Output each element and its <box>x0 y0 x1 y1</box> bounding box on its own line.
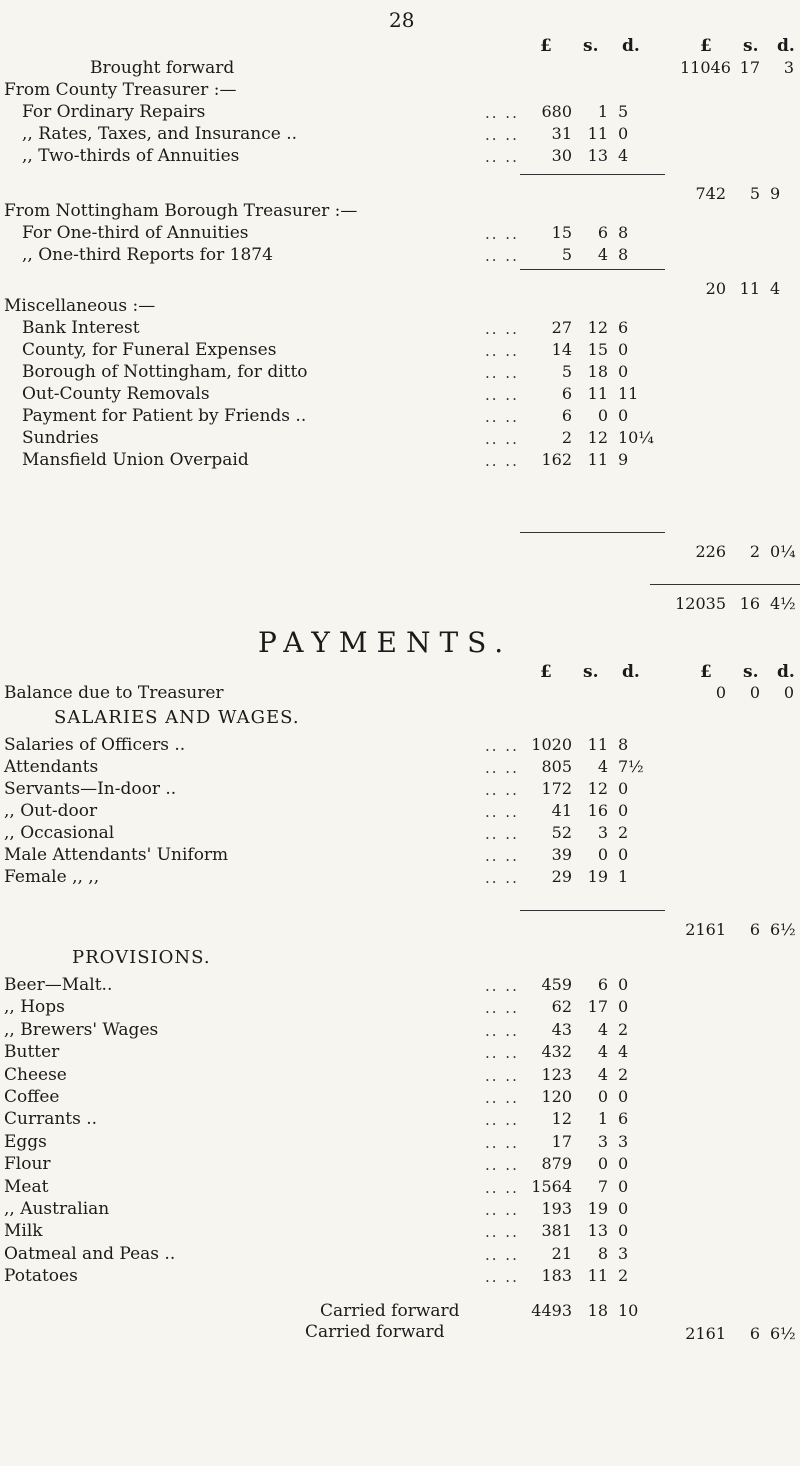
provision-item-leader: .. .. <box>485 1156 519 1175</box>
misc-item-pounds: 6 <box>561 384 572 403</box>
balance-pence: 0 <box>783 683 794 702</box>
provision-item-shillings: 4 <box>597 1064 608 1084</box>
misc-item-pounds: 6 <box>561 406 572 425</box>
misc-item-shillings: 12 <box>587 318 608 337</box>
county-rule <box>520 174 665 175</box>
provision-item-shillings: 4 <box>597 1042 608 1062</box>
misc-item-pence: 9 <box>618 450 629 469</box>
county-item-label: ,, Two-thirds of Annuities <box>22 146 240 166</box>
carried-forward-total-shillings: 6 <box>749 1324 760 1343</box>
provision-item-label: ,, Brewers' Wages <box>4 1019 159 1040</box>
county-total-pounds: 742 <box>695 184 726 203</box>
provision-item-pounds: 459 <box>541 975 572 994</box>
provision-item-shillings: 7 <box>597 1176 608 1196</box>
salaries-total-pounds: 2161 <box>685 920 726 939</box>
borough-total-pence: 4 <box>770 279 781 298</box>
provision-item-shillings: 0 <box>597 1154 608 1174</box>
county-item-leader: .. .. <box>485 126 519 144</box>
payments-pounds-header-1: £ <box>540 662 552 682</box>
salary-item-label: Attendants <box>4 757 99 777</box>
shillings-header-2: s. <box>743 36 759 56</box>
provision-item-label: ,, Australian <box>4 1199 110 1219</box>
grand-total-shillings: 16 <box>739 594 760 613</box>
provision-item-pence: 0 <box>618 997 629 1017</box>
provision-item-leader: .. .. <box>485 1044 519 1063</box>
provision-item-pence: 0 <box>618 1199 629 1218</box>
provision-item-pounds: 43 <box>551 1019 572 1039</box>
misc-item-pence: 10¼ <box>618 428 654 447</box>
misc-item-shillings: 11 <box>587 450 608 469</box>
salary-item-leader: .. .. <box>485 737 519 755</box>
provision-item-label: Eggs <box>4 1131 47 1152</box>
balance-shillings: 0 <box>749 683 760 702</box>
county-item-shillings: 11 <box>587 124 608 143</box>
borough-item-leader: .. .. <box>485 225 519 243</box>
carried-forward-provisions-label: Carried forward <box>320 1301 460 1321</box>
carried-forward-provisions-pounds: 4493 <box>531 1301 572 1320</box>
provision-item-pounds: 1564 <box>531 1176 572 1196</box>
provision-item-leader: .. .. <box>485 1223 519 1242</box>
provision-item-pence: 3 <box>618 1131 629 1151</box>
county-heading: From County Treasurer :— <box>4 80 237 100</box>
borough-item-pounds: 5 <box>561 245 572 264</box>
borough-total-pounds: 20 <box>705 279 726 298</box>
salary-item-shillings: 4 <box>597 757 608 776</box>
county-item-pounds: 30 <box>551 146 572 165</box>
provisions-heading: PROVISIONS. <box>72 947 211 968</box>
payments-shillings-header-1: s. <box>583 662 599 682</box>
misc-item-shillings: 0 <box>597 406 608 425</box>
grand-total-pounds: 12035 <box>675 594 726 613</box>
misc-item-pounds: 14 <box>551 340 572 359</box>
misc-item-pence: 0 <box>618 340 629 359</box>
provision-item-shillings: 3 <box>597 1131 608 1151</box>
county-total-pence: 9 <box>770 184 781 203</box>
misc-total-pounds: 226 <box>695 542 726 561</box>
grand-total-rule <box>650 584 800 585</box>
salary-item-shillings: 12 <box>587 779 608 798</box>
provision-item-label: Butter <box>4 1042 60 1063</box>
misc-item-label: Out-County Removals <box>22 384 210 404</box>
misc-item-leader: .. .. <box>485 430 519 448</box>
provision-item-label: Meat <box>4 1176 49 1197</box>
misc-item-shillings: 12 <box>587 428 608 447</box>
provision-item-pence: 0 <box>618 1154 629 1174</box>
provision-item-label: Beer—Malt.. <box>4 975 113 995</box>
misc-item-shillings: 15 <box>587 340 608 359</box>
provision-item-leader: .. .. <box>485 999 519 1018</box>
misc-item-leader: .. .. <box>485 452 519 470</box>
shillings-header-1: s. <box>583 36 599 56</box>
salary-item-pence: 1 <box>618 867 629 886</box>
provision-item-label: ,, Hops <box>4 997 65 1018</box>
brought-forward-pounds: 11046 <box>680 58 731 77</box>
provision-item-shillings: 6 <box>597 975 608 994</box>
salaries-heading: SALARIES AND WAGES. <box>54 707 300 728</box>
borough-item-pounds: 15 <box>551 223 572 242</box>
salaries-rule <box>520 910 665 911</box>
provision-item-leader: .. .. <box>485 1021 519 1040</box>
county-item-leader: .. .. <box>485 104 519 122</box>
provision-item-pence: 0 <box>618 1176 629 1196</box>
misc-item-shillings: 18 <box>587 362 608 381</box>
misc-item-leader: .. .. <box>485 408 519 426</box>
misc-item-label: County, for Funeral Expenses <box>22 340 277 360</box>
provision-item-label: Potatoes <box>4 1266 78 1287</box>
provision-item-pence: 6 <box>618 1109 629 1129</box>
misc-item-pounds: 27 <box>551 318 572 337</box>
borough-item-label: For One-third of Annuities <box>22 223 249 243</box>
salary-item-pence: 0 <box>618 801 629 820</box>
provision-item-leader: .. .. <box>485 1201 519 1219</box>
provision-item-leader: .. .. <box>485 1066 519 1085</box>
provision-item-shillings: 19 <box>587 1199 608 1218</box>
brought-forward-pence: 3 <box>783 58 794 77</box>
county-item-pence: 0 <box>618 124 629 143</box>
borough-item-pence: 8 <box>618 245 629 264</box>
misc-rule <box>520 532 665 533</box>
provision-item-leader: .. .. <box>485 977 519 995</box>
salary-item-label: Female ,, ,, <box>4 867 100 887</box>
borough-item-label: ,, One-third Reports for 1874 <box>22 245 273 265</box>
salary-item-pence: 0 <box>618 779 629 798</box>
salary-item-pounds: 29 <box>551 867 572 886</box>
salary-item-pounds: 1020 <box>531 735 572 754</box>
carried-forward-provisions-shillings: 18 <box>587 1301 608 1320</box>
county-item-label: For Ordinary Repairs <box>22 102 206 122</box>
pence-header-2: d. <box>777 36 795 56</box>
provision-item-label: Oatmeal and Peas .. <box>4 1243 176 1264</box>
provision-item-pounds: 12 <box>551 1109 572 1129</box>
misc-item-pounds: 5 <box>561 362 572 381</box>
salary-item-label: Salaries of Officers .. <box>4 735 186 755</box>
salary-item-pounds: 41 <box>551 801 572 820</box>
pence-header-1: d. <box>622 36 640 56</box>
salary-item-label: ,, Occasional <box>4 823 115 843</box>
page-number: 28 <box>389 8 415 32</box>
salary-item-pence: 8 <box>618 735 629 754</box>
provision-item-shillings: 1 <box>597 1109 608 1129</box>
provision-item-leader: .. .. <box>485 1245 519 1264</box>
provision-item-shillings: 8 <box>597 1243 608 1263</box>
misc-total-pence: 0¼ <box>770 542 796 561</box>
pounds-header-2: £ <box>700 36 712 56</box>
payments-pence-header-2: d. <box>777 662 795 682</box>
salary-item-pence: 0 <box>618 845 629 864</box>
salary-item-pounds: 52 <box>551 823 572 842</box>
provision-item-pence: 0 <box>618 1087 629 1106</box>
county-item-pounds: 680 <box>541 102 572 121</box>
pounds-header-1: £ <box>540 36 552 56</box>
borough-rule <box>520 269 665 270</box>
provision-item-leader: .. .. <box>485 1133 519 1152</box>
provision-item-shillings: 4 <box>597 1019 608 1039</box>
provision-item-label: Cheese <box>4 1064 67 1085</box>
provision-item-label: Currants .. <box>4 1109 98 1130</box>
carried-forward-total-pounds: 2161 <box>685 1324 726 1343</box>
provision-item-pounds: 21 <box>551 1243 572 1263</box>
salary-item-pence: 7½ <box>618 757 644 776</box>
provision-item-pounds: 432 <box>541 1042 572 1062</box>
provision-item-pence: 3 <box>618 1243 629 1263</box>
salary-item-pence: 2 <box>618 823 629 842</box>
salary-item-shillings: 16 <box>587 801 608 820</box>
provision-item-pence: 2 <box>618 1064 629 1084</box>
misc-item-label: Payment for Patient by Friends .. <box>22 406 307 426</box>
provision-item-shillings: 0 <box>597 1087 608 1106</box>
salaries-total-shillings: 6 <box>749 920 760 939</box>
salary-item-label: Male Attendants' Uniform <box>4 845 229 865</box>
salary-item-leader: .. .. <box>485 803 519 821</box>
salary-item-shillings: 0 <box>597 845 608 864</box>
provision-item-leader: .. .. <box>485 1089 519 1107</box>
provision-item-leader: .. .. <box>485 1111 519 1130</box>
balance-label: Balance due to Treasurer <box>4 683 224 703</box>
provision-item-pence: 2 <box>618 1266 629 1286</box>
provision-item-shillings: 17 <box>587 997 608 1017</box>
payments-pounds-header-2: £ <box>700 662 712 682</box>
borough-item-shillings: 6 <box>597 223 608 242</box>
misc-item-label: Sundries <box>22 428 99 448</box>
county-item-shillings: 13 <box>587 146 608 165</box>
provision-item-shillings: 11 <box>587 1266 608 1286</box>
misc-total-shillings: 2 <box>749 542 760 561</box>
brought-forward-shillings: 17 <box>739 58 760 77</box>
salary-item-leader: .. .. <box>485 869 519 887</box>
provision-item-leader: .. .. <box>485 1178 519 1197</box>
payments-shillings-header-2: s. <box>743 662 759 682</box>
carried-forward-total-pence: 6½ <box>770 1324 796 1343</box>
salary-item-shillings: 19 <box>587 867 608 886</box>
misc-item-label: Mansfield Union Overpaid <box>22 450 249 470</box>
county-item-pence: 4 <box>618 146 629 165</box>
provision-item-pounds: 17 <box>551 1131 572 1151</box>
misc-item-shillings: 11 <box>587 384 608 403</box>
provision-item-label: Flour <box>4 1154 51 1175</box>
provision-item-pounds: 120 <box>541 1087 572 1106</box>
misc-item-pence: 0 <box>618 406 629 425</box>
salary-item-leader: .. .. <box>485 825 519 843</box>
county-total-shillings: 5 <box>749 184 760 203</box>
county-item-pounds: 31 <box>551 124 572 143</box>
county-item-shillings: 1 <box>597 102 608 121</box>
payments-pence-header-1: d. <box>622 662 640 682</box>
borough-heading: From Nottingham Borough Treasurer :— <box>4 201 358 221</box>
salary-item-shillings: 11 <box>587 735 608 754</box>
misc-item-leader: .. .. <box>485 320 519 338</box>
provision-item-shillings: 13 <box>587 1221 608 1241</box>
salary-item-leader: .. .. <box>485 781 519 799</box>
salary-item-leader: .. .. <box>485 847 519 865</box>
salary-item-pounds: 172 <box>541 779 572 798</box>
misc-item-pounds: 2 <box>561 428 572 447</box>
provision-item-label: Milk <box>4 1221 43 1242</box>
provision-item-label: Coffee <box>4 1087 60 1107</box>
provision-item-pence: 0 <box>618 1221 629 1241</box>
misc-item-leader: .. .. <box>485 342 519 360</box>
misc-item-leader: .. .. <box>485 364 519 382</box>
provision-item-pounds: 62 <box>551 997 572 1017</box>
provision-item-pence: 2 <box>618 1019 629 1039</box>
borough-item-leader: .. .. <box>485 247 519 265</box>
provision-item-pounds: 381 <box>541 1221 572 1241</box>
provision-item-pounds: 193 <box>541 1199 572 1218</box>
misc-item-label: Borough of Nottingham, for ditto <box>22 362 308 382</box>
misc-item-pence: 11 <box>618 384 639 403</box>
payments-heading: PAYMENTS. <box>258 626 513 659</box>
balance-pounds: 0 <box>715 683 726 702</box>
misc-item-pence: 0 <box>618 362 629 381</box>
borough-total-shillings: 11 <box>739 279 760 298</box>
carried-forward-provisions-pence: 10 <box>618 1301 639 1320</box>
misc-item-pounds: 162 <box>541 450 572 469</box>
salaries-total-pence: 6½ <box>770 920 796 939</box>
borough-item-shillings: 4 <box>597 245 608 264</box>
misc-item-label: Bank Interest <box>22 318 140 338</box>
carried-forward-total-label: Carried forward <box>305 1322 445 1342</box>
salary-item-leader: .. .. <box>485 759 519 777</box>
salary-item-label: Servants—In-door .. <box>4 779 177 799</box>
provision-item-pounds: 879 <box>541 1154 572 1174</box>
misc-heading: Miscellaneous :— <box>4 296 156 316</box>
salary-item-label: ,, Out-door <box>4 801 98 821</box>
provision-item-pounds: 183 <box>541 1266 572 1286</box>
provision-item-pence: 4 <box>618 1042 629 1062</box>
salary-item-pounds: 39 <box>551 845 572 864</box>
brought-forward-label: Brought forward <box>90 58 235 78</box>
salary-item-shillings: 3 <box>597 823 608 842</box>
provision-item-pence: 0 <box>618 975 629 994</box>
provision-item-leader: .. .. <box>485 1268 519 1287</box>
misc-item-pence: 6 <box>618 318 629 337</box>
salary-item-pounds: 805 <box>541 757 572 776</box>
borough-item-pence: 8 <box>618 223 629 242</box>
misc-item-leader: .. .. <box>485 386 519 404</box>
county-item-label: ,, Rates, Taxes, and Insurance .. <box>22 124 298 144</box>
grand-total-pence: 4½ <box>770 594 796 613</box>
county-item-pence: 5 <box>618 102 629 121</box>
county-item-leader: .. .. <box>485 148 519 166</box>
provision-item-pounds: 123 <box>541 1064 572 1084</box>
